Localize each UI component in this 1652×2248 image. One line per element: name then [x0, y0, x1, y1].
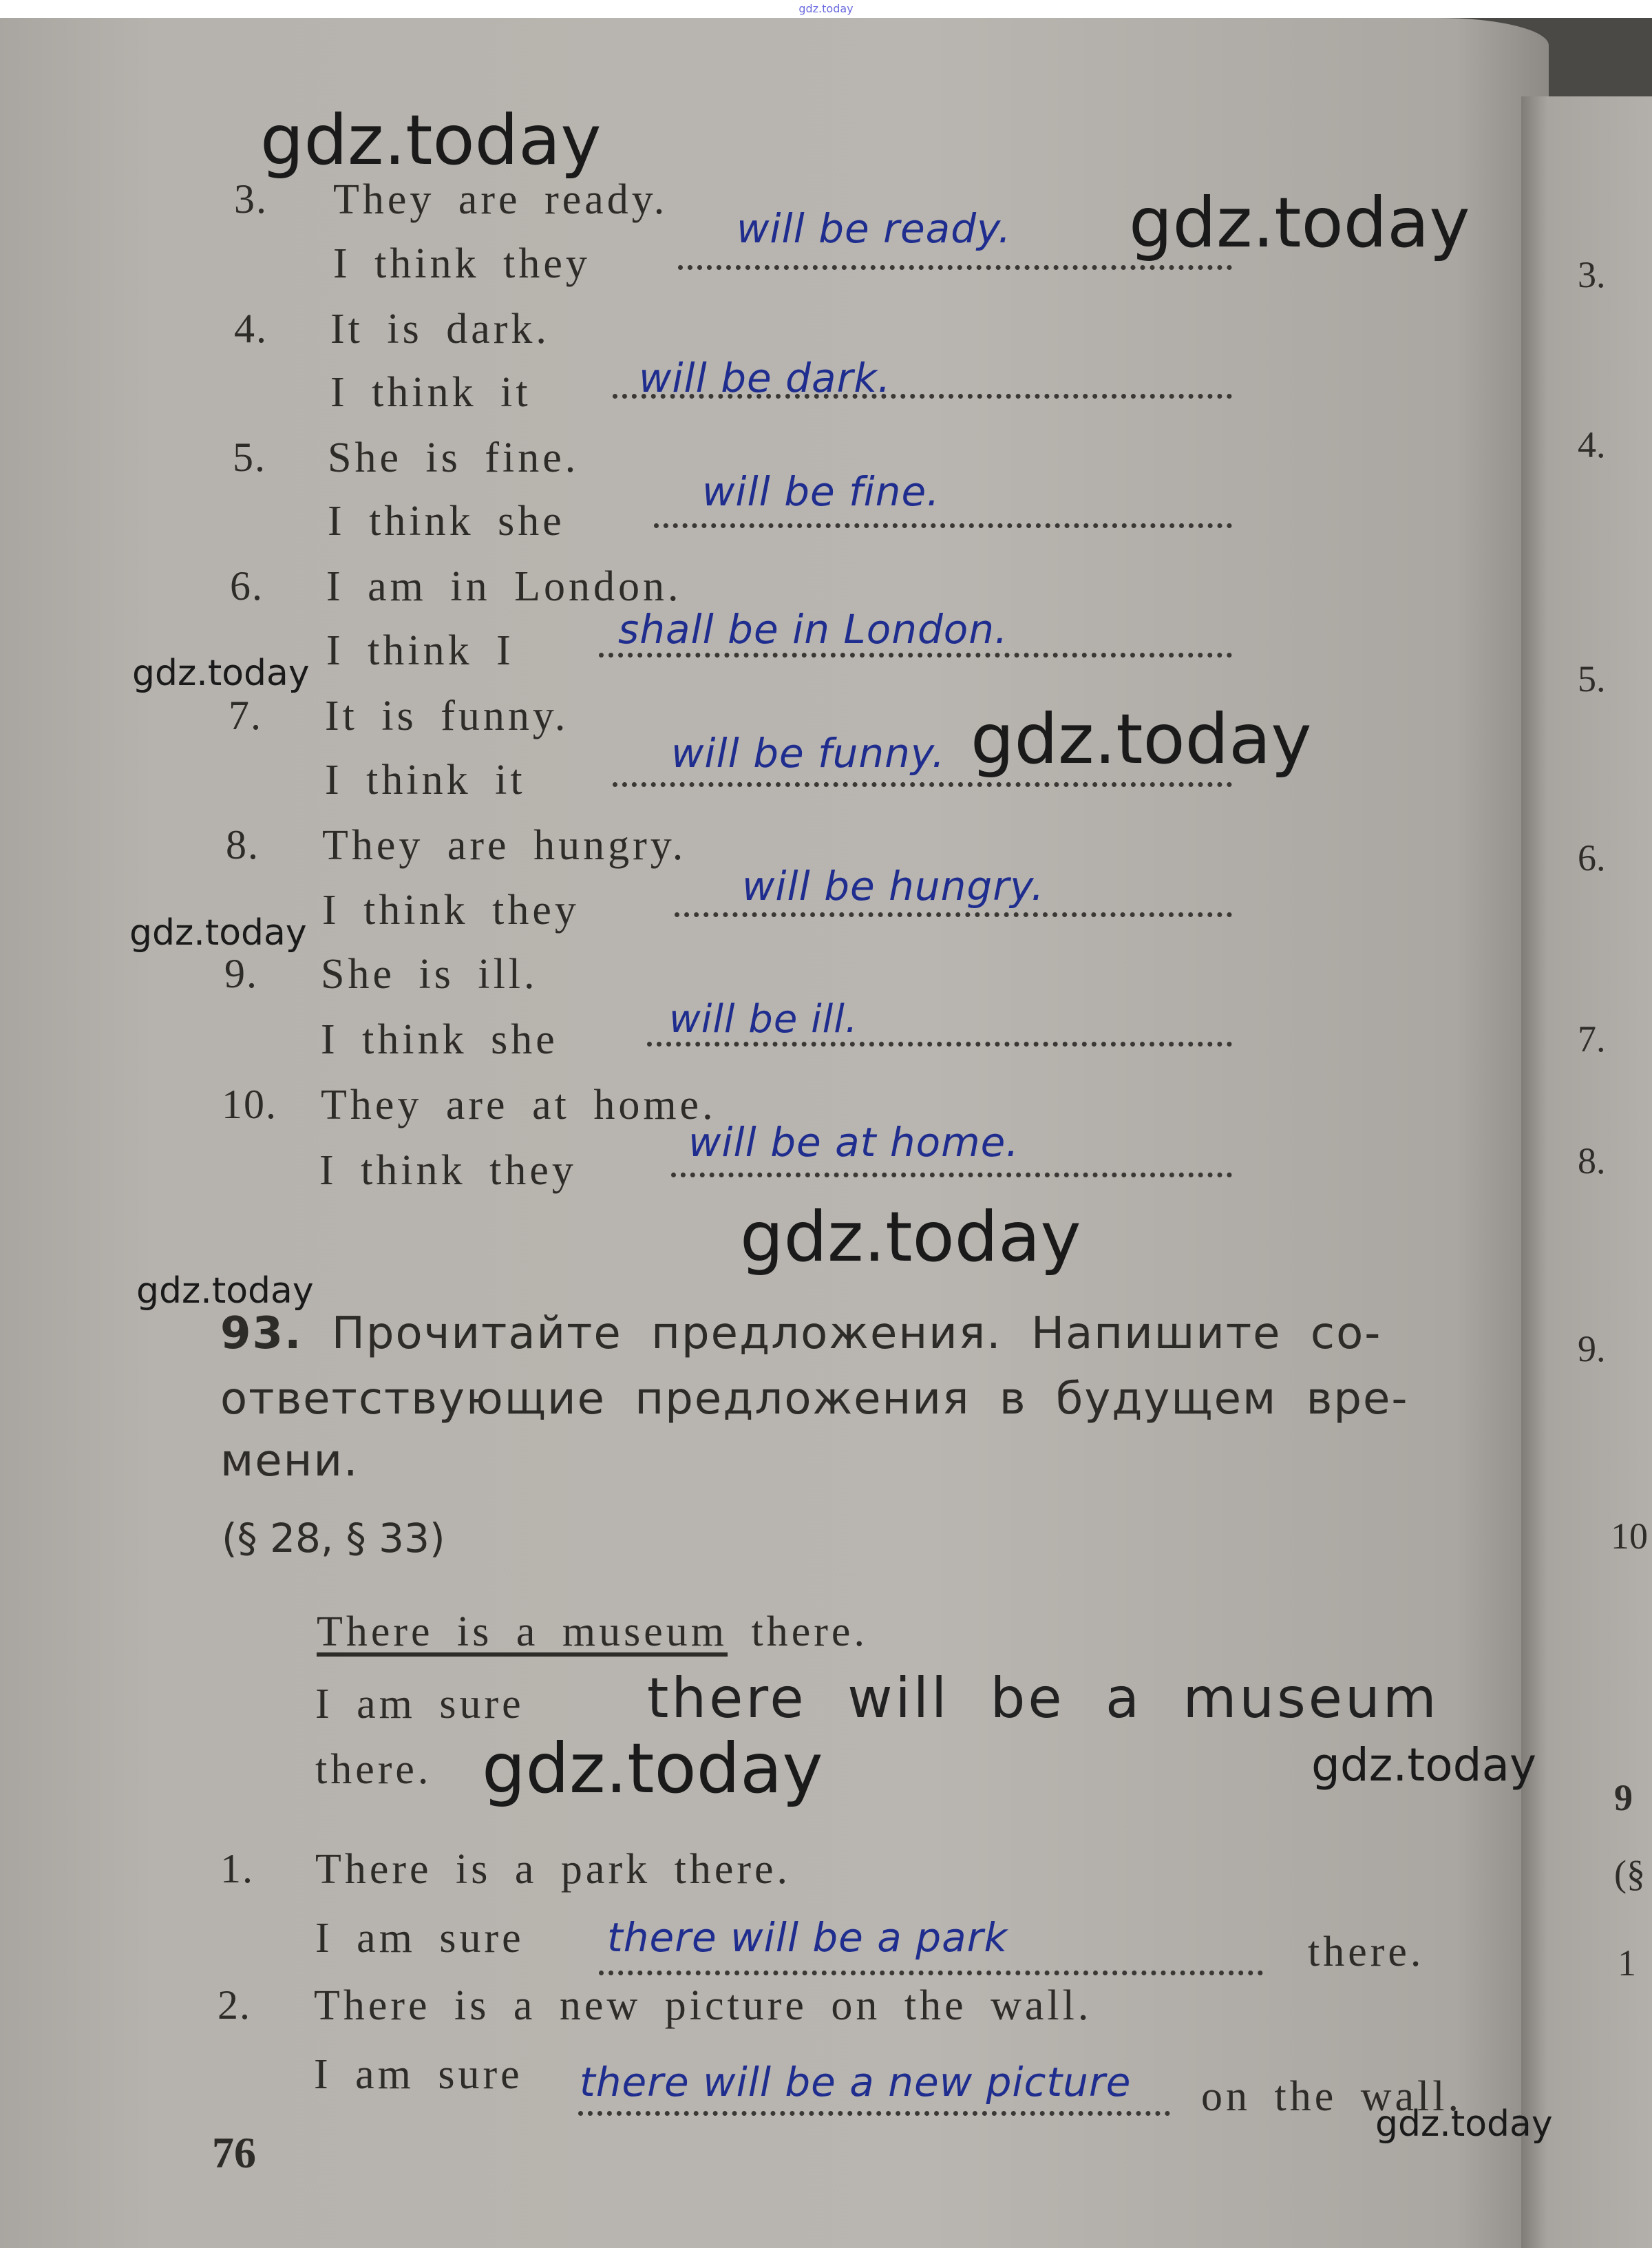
watermark: gdz.today [129, 912, 307, 954]
item-number: 8. [226, 822, 260, 868]
handwritten-answer: will be ready. [737, 205, 1012, 252]
item-number: 3. [234, 176, 268, 222]
right-page-number: 3. [1578, 254, 1606, 295]
right-page-number: 5. [1578, 658, 1606, 700]
item-prompt: I think I [326, 627, 514, 674]
watermark: gdz.today [482, 1728, 823, 1809]
item-statement: It is funny. [325, 693, 569, 739]
item-statement: They are hungry. [322, 822, 687, 869]
item-prompt: I think they [319, 1147, 577, 1194]
example-underlined: There is a museum [317, 1608, 728, 1655]
right-page-number: 9 [1614, 1777, 1633, 1818]
example-statement [317, 1608, 868, 1657]
answer-line [654, 523, 1232, 528]
item-number: 2. [218, 1982, 251, 2028]
exercise-number: 93. [220, 1308, 303, 1359]
watermark: gdz.today [136, 1270, 314, 1312]
exercise-93-instruction-line-2: ответствующие предложения в будущем вре- [220, 1374, 1409, 1425]
item-prompt: I think they [322, 887, 580, 934]
watermark: gdz.today [971, 699, 1312, 779]
right-page-number: 6. [1578, 837, 1606, 879]
watermark: gdz.today [1311, 1738, 1537, 1792]
item-prompt: I am sure [314, 2051, 523, 2098]
exercise-93-instruction-line-3: мени. [220, 1436, 359, 1487]
top-watermark: gdz.today [798, 2, 854, 15]
example-prompt: I am sure [315, 1681, 525, 1727]
example-answer: there will be a museum [647, 1666, 1439, 1730]
example-statement-rest: there. [751, 1608, 868, 1655]
answer-line [678, 265, 1232, 270]
item-statement: They are ready. [333, 176, 668, 223]
item-prompt: I think it [330, 369, 531, 416]
right-page-number: 4. [1578, 424, 1606, 465]
handwritten-answer: will be hungry. [742, 863, 1045, 910]
item-number: 7. [229, 693, 262, 738]
item-prompt: I think they [333, 240, 591, 287]
item-ending: on the wall. [1201, 2073, 1462, 2120]
answer-line [613, 782, 1232, 787]
right-page-number: 8. [1578, 1140, 1606, 1181]
item-statement: There is a park there. [315, 1846, 792, 1893]
top-watermark-bar [0, 0, 1652, 18]
handwritten-answer: will be dark. [639, 355, 891, 401]
item-number: 5. [233, 434, 266, 480]
item-statement: It is dark. [330, 306, 550, 353]
handwritten-answer: shall be in London. [618, 606, 1008, 653]
answer-line [599, 1971, 1263, 1975]
right-page-number: 10 [1611, 1515, 1648, 1557]
answer-line [671, 1173, 1232, 1177]
item-prompt: I think she [321, 1016, 558, 1063]
handwritten-answer: will be ill. [669, 997, 858, 1042]
item-number: 9. [224, 951, 258, 996]
exercise-93-instruction-line-1 [220, 1308, 1381, 1359]
example-ending: there. [315, 1746, 432, 1793]
answer-line [675, 912, 1232, 917]
instruction-text: Прочитайте предложения. Напишите со- [331, 1308, 1382, 1359]
right-page-number: 1 [1618, 1942, 1636, 1984]
handwritten-answer: will be funny. [671, 730, 946, 777]
item-statement: There is a new picture on the wall. [314, 1982, 1092, 2029]
answer-line [578, 2111, 1170, 2116]
item-number: 10. [222, 1082, 277, 1127]
watermark: gdz.today [260, 100, 602, 180]
right-page-number: (§ [1614, 1853, 1645, 1894]
watermark: gdz.today [132, 653, 310, 694]
item-prompt: I think she [328, 498, 565, 545]
right-page-number: 7. [1578, 1018, 1606, 1060]
answer-line [599, 653, 1232, 658]
item-number: 6. [230, 563, 264, 609]
handwritten-answer: there will be a park [607, 1914, 1008, 1961]
paragraph-reference: (§ 28, § 33) [222, 1515, 445, 1562]
handwritten-answer: will be at home. [688, 1119, 1019, 1166]
watermark: gdz.today [1375, 2103, 1553, 2145]
item-prompt: I am sure [315, 1915, 525, 1962]
right-page-number: 9. [1578, 1328, 1606, 1369]
item-statement: I am in London. [326, 563, 682, 610]
item-statement: She is ill. [321, 951, 538, 998]
handwritten-answer: will be fine. [702, 468, 940, 515]
item-number: 1. [220, 1846, 254, 1891]
item-number: 4. [234, 306, 268, 351]
handwritten-answer: there will be a new picture [580, 2059, 1132, 2105]
watermark: gdz.today [1129, 182, 1470, 263]
item-statement: She is fine. [328, 434, 580, 481]
item-ending: there. [1308, 1929, 1425, 1975]
answer-line [647, 1042, 1232, 1047]
item-statement: They are at home. [321, 1082, 717, 1128]
item-prompt: I think it [325, 757, 526, 803]
page-number: 76 [212, 2128, 256, 2177]
watermark: gdz.today [740, 1197, 1081, 1277]
